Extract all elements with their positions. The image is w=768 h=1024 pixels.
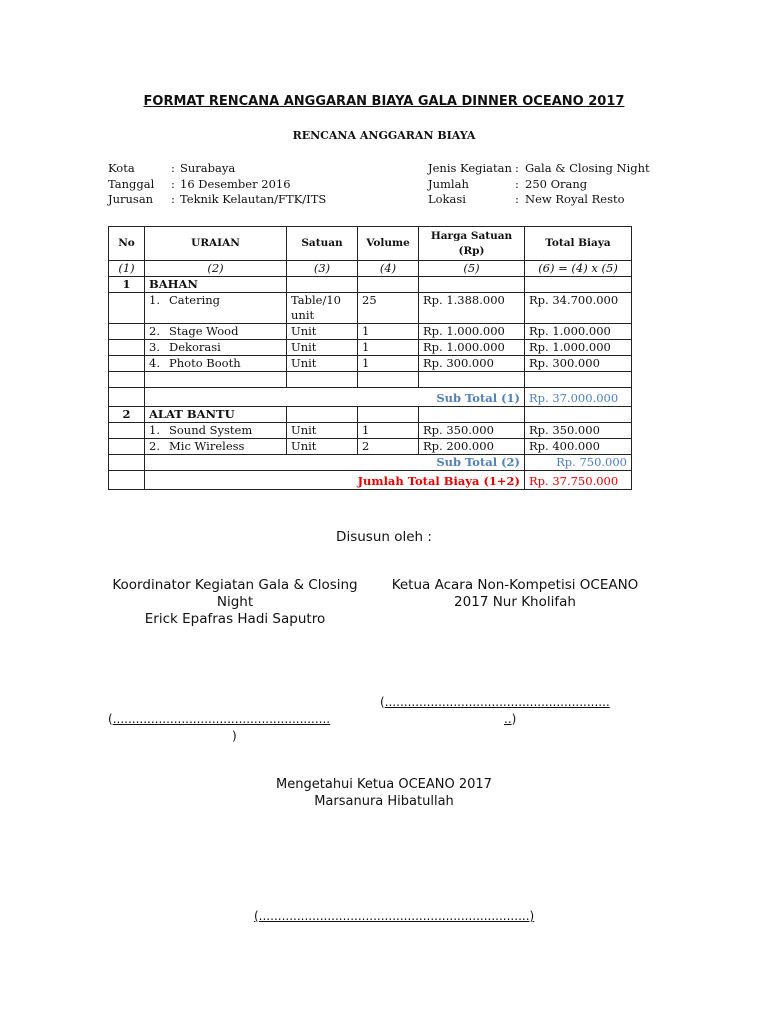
signature-dots: ........................................................... — [384, 695, 610, 709]
table-row — [109, 340, 632, 356]
item-number: 2. — [149, 439, 160, 453]
info-row-tanggal — [108, 177, 326, 193]
item-satuan: Unit — [287, 356, 358, 372]
colnum-total: (6) = (4) x (5) — [525, 261, 632, 277]
item-volume: 1 — [358, 423, 419, 439]
empty-cell — [287, 372, 358, 388]
section-row-bahan — [109, 277, 632, 293]
section-name: BAHAN — [145, 277, 287, 293]
item-number: 4. — [149, 356, 160, 370]
colnum-no: (1) — [109, 261, 145, 277]
ketua-oceano-name: Marsanura Hibatullah — [314, 794, 454, 809]
info-label: Jenis Kegiatan — [428, 161, 512, 175]
empty-cell — [419, 277, 525, 293]
signature-dots: ......................................................... — [112, 712, 331, 726]
item-satuan: Unit — [287, 324, 358, 340]
mengetahui-title: Mengetahui Ketua OCEANO 2017 — [276, 777, 492, 792]
header-satuan: Satuan — [287, 227, 358, 261]
empty-cell — [358, 407, 419, 423]
info-label: Lokasi — [428, 192, 466, 206]
koordinator-title: Koordinator Kegiatan Gala & Closing Night — [112, 577, 358, 610]
table-row — [109, 356, 632, 372]
info-colon: : — [171, 192, 175, 206]
item-total: Rp. 34.700.000 — [525, 293, 632, 324]
empty-cell — [109, 340, 145, 356]
info-colon: : — [515, 176, 519, 191]
item-volume: 25 — [358, 293, 419, 324]
empty-cell — [525, 407, 632, 423]
table-row — [109, 439, 632, 455]
colnum-satuan: (3) — [287, 261, 358, 277]
grand-total-value: Rp. 37.750.000 — [525, 471, 632, 490]
empty-cell — [419, 407, 525, 423]
info-value: Surabaya — [180, 161, 236, 175]
koordinator-block — [104, 577, 366, 628]
info-value: New Royal Resto — [525, 192, 625, 206]
budget-table — [108, 226, 632, 490]
subtotal-row-1 — [109, 388, 632, 407]
item-total: Rp. 400.000 — [525, 439, 632, 455]
ketua-acara-block — [375, 577, 655, 611]
info-colon: : — [171, 176, 175, 191]
item-volume: 2 — [358, 439, 419, 455]
info-colon: : — [171, 161, 175, 175]
item-harga: Rp. 300.000 — [419, 356, 525, 372]
column-number-row — [109, 261, 632, 277]
table-row — [109, 423, 632, 439]
signature-line-right — [380, 694, 650, 728]
subtotal-label: Sub Total (1) — [145, 388, 525, 407]
info-row-jumlah — [428, 177, 650, 193]
info-colon: : — [515, 161, 519, 175]
item-harga: Rp. 350.000 — [419, 423, 525, 439]
item-satuan: Unit — [287, 439, 358, 455]
item-total: Rp. 1.000.000 — [525, 324, 632, 340]
item-total: Rp. 1.000.000 — [525, 340, 632, 356]
item-satuan: Table/10 unit — [287, 293, 358, 324]
empty-cell — [109, 455, 145, 471]
info-right — [428, 161, 650, 208]
section-row-alat-bantu — [109, 407, 632, 423]
empty-cell — [109, 439, 145, 455]
item-uraian — [145, 340, 287, 356]
empty-cell — [109, 356, 145, 372]
empty-cell — [109, 324, 145, 340]
info-value: 250 Orang — [525, 176, 588, 191]
info-label: Jumlah — [428, 176, 469, 191]
info-left — [108, 161, 326, 208]
info-label: Kota — [108, 161, 135, 175]
colnum-harga: (5) — [419, 261, 525, 277]
colnum-uraian: (2) — [145, 261, 287, 277]
header-uraian: URAIAN — [145, 227, 287, 261]
empty-cell — [287, 277, 358, 293]
empty-cell — [109, 471, 145, 490]
item-total: Rp. 300.000 — [525, 356, 632, 372]
item-satuan: Unit — [287, 340, 358, 356]
ketua-acara-text: Ketua Acara Non-Kompetisi OCEANO 2017 Nur Kholifah — [391, 577, 639, 610]
info-row-lokasi — [428, 192, 650, 208]
table-row — [109, 293, 632, 324]
koordinator-name: Erick Epafras Hadi Saputro — [144, 611, 326, 627]
section-name: ALAT BANTU — [145, 407, 287, 423]
item-volume: 1 — [358, 324, 419, 340]
subtotal-value: Rp. 37.000.000 — [525, 388, 632, 407]
item-name: Sound System — [169, 423, 253, 437]
item-total: Rp. 350.000 — [525, 423, 632, 439]
paren-open: ( — [380, 695, 385, 709]
empty-cell — [145, 372, 287, 388]
item-uraian — [145, 356, 287, 372]
item-harga: Rp. 1.388.000 — [419, 293, 525, 324]
item-number: 2. — [149, 324, 160, 338]
empty-cell — [419, 372, 525, 388]
subtotal-value: Rp. 750.000 — [525, 455, 632, 471]
subtotal-row-2 — [109, 455, 632, 471]
empty-cell — [525, 277, 632, 293]
item-harga: Rp. 1.000.000 — [419, 324, 525, 340]
signature-line-left — [108, 711, 368, 745]
item-name: Catering — [169, 293, 221, 307]
signature-dots-cont: .. — [504, 712, 512, 726]
paren-close: ) — [511, 712, 517, 726]
empty-cell — [109, 423, 145, 439]
item-name: Dekorasi — [169, 340, 221, 354]
item-volume: 1 — [358, 340, 419, 356]
empty-row — [109, 372, 632, 388]
item-harga: Rp. 1.000.000 — [419, 340, 525, 356]
item-uraian — [145, 423, 287, 439]
empty-cell — [109, 293, 145, 324]
item-name: Mic Wireless — [169, 439, 245, 453]
paren-open: ( — [108, 712, 113, 726]
document-title: FORMAT RENCANA ANGGARAN BIAYA GALA DINNER OCEANO 2017 — [143, 94, 625, 109]
item-name: Photo Booth — [169, 356, 241, 370]
empty-cell — [358, 372, 419, 388]
info-value: Gala & Closing Night — [525, 161, 650, 175]
section-no: 2 — [109, 407, 145, 423]
paren-close: ) — [232, 729, 237, 743]
info-colon: : — [515, 192, 519, 206]
header-total-biaya: Total Biaya — [525, 227, 632, 261]
table-row — [109, 324, 632, 340]
item-number: 1. — [149, 293, 160, 307]
empty-cell — [525, 372, 632, 388]
header-harga-satuan: Harga Satuan (Rp) — [419, 227, 525, 261]
info-value: Teknik Kelautan/FTK/ITS — [180, 192, 327, 206]
info-row-jenis — [428, 161, 650, 177]
grand-total-label: Jumlah Total Biaya (1+2) — [145, 471, 525, 490]
grand-total-row — [109, 471, 632, 490]
info-label: Tanggal — [108, 176, 155, 191]
disusun-label: Disusun oleh : — [336, 529, 432, 545]
mengetahui-block — [0, 776, 768, 810]
table-header-row — [109, 227, 632, 261]
header-volume: Volume — [358, 227, 419, 261]
empty-cell — [358, 277, 419, 293]
info-row-kota — [108, 161, 326, 177]
item-uraian — [145, 324, 287, 340]
empty-cell — [109, 388, 145, 407]
document-subtitle: RENCANA ANGGARAN BIAYA — [292, 129, 476, 142]
item-harga: Rp. 200.000 — [419, 439, 525, 455]
signature-dots: (.......................................................................) — [254, 909, 535, 923]
item-number: 1. — [149, 423, 160, 437]
item-uraian — [145, 293, 287, 324]
info-value: 16 Desember 2016 — [180, 176, 291, 191]
empty-cell — [287, 407, 358, 423]
item-uraian — [145, 439, 287, 455]
subtotal-label: Sub Total (2) — [145, 455, 525, 471]
item-satuan: Unit — [287, 423, 358, 439]
info-row-jurusan — [108, 192, 326, 208]
signature-line-bottom — [254, 909, 534, 923]
info-label: Jurusan — [108, 192, 154, 206]
item-number: 3. — [149, 340, 160, 354]
item-volume: 1 — [358, 356, 419, 372]
section-no: 1 — [109, 277, 145, 293]
header-no: No — [109, 227, 145, 261]
empty-cell — [109, 372, 145, 388]
colnum-volume: (4) — [358, 261, 419, 277]
item-name: Stage Wood — [169, 324, 239, 338]
